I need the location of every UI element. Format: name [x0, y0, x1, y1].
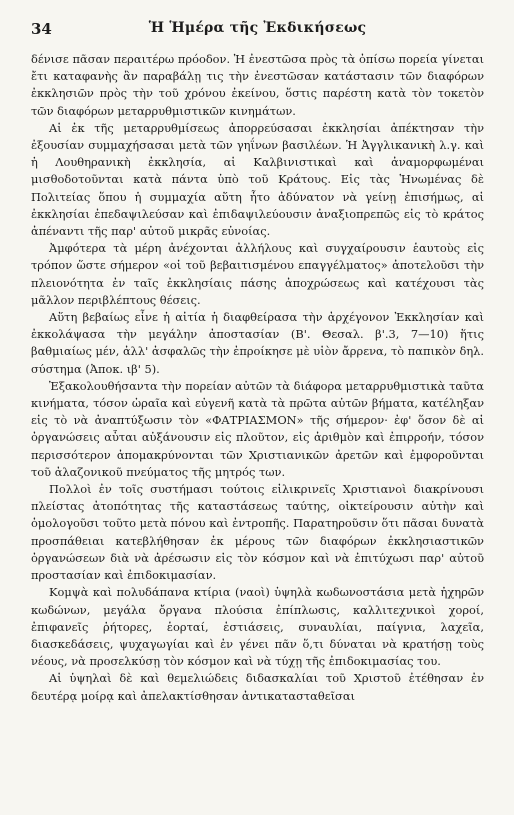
- paragraph: Ἀμφότερα τὰ μέρη ἀνέχονται ἀλλήλους καὶ συγχαίρουσιν ἑαυτοὺς εἰς τρόπον ὥστε σήμερον «οἱ τοῦ βεβαιτισμένου επαγγέλματος» ἀποτελοῦσι τὴν πλειονότητα ἐν ταῖς ἐκκλησίαις πάσης ἀποχρώσεως καὶ κατέχουσι τὰς μᾶλλον περιβλέπτους θέσεις.: [31, 241, 484, 307]
- running-title: Ἡ Ἡμέρα τῆς Ἐκδικήσεως: [148, 20, 367, 36]
- paragraph: Ἐξακολουθήσαντα τὴν πορείαν αὐτῶν τὰ διάφορα μεταρρυθμιστικὰ ταῦτα κινήματα, τόσον ὡραῖα καὶ εὐγενῆ κατὰ τὰ πρῶτα αὐτῶν βήματα, κατέληξαν εἰς τὸ νὰ ἀναπτύξωσιν τὸν «ΦΑΤΡΙΑΣΜΟΝ» τῆς σήμερον· ἐφ' ὅσον δὲ αἱ ὀργανώσεις αὗται αὐξάνουσιν εἰς πλοῦτον, εἰς ἀριθμὸν καὶ ἐπιρροήν, τόσον περισσότερον ἀπομακρύνονται τῶν Χριστιανικῶν ἀρετῶν καὶ ἐμφοροῦνται τοῦ ἀλαζονικοῦ πνεύματος τῆς μητρός των.: [31, 378, 484, 479]
- paragraph: Αἱ ἐκ τῆς μεταρρυθμίσεως ἀπορρεύσασαι ἐκκλησίαι ἀπέκτησαν τὴν ἐξουσίαν συμμαχήσασαι μετὰ τῶν γηΐνων βασιλέων. Ἡ Ἀγγλικανικὴ λ.γ. καὶ ἡ Λουθηρανικὴ ἐκκλησία, αἱ Καλβινιστικαὶ καὶ ἀναμορφωμέναι μισθοδοτοῦνται κατὰ πάντα ὑπὸ τοῦ Κράτους. Εἰς τὰς Ἡνωμένας δὲ Πολιτείας ὅπου ἡ συμμαχία αὕτη ἦτο ἀδύνατον νὰ γείνῃ ἐπισήμως, αἱ ἐκκλησίαι ἐπεδαψιλεύσαν καὶ ἐπιδαψιλεύουσιν ἀναξιοπρεπῶς εἰς τὸ κράτος ἀπέναντι τῆς παρ' αὐτοῦ μικρᾶς εὐνοίας.: [31, 120, 484, 239]
- paragraph: Αὕτη βεβαίως εἶνε ἡ αἰτία ἡ διαφθείρασα τὴν ἀρχέγονον Ἐκκλησίαν καὶ ἐκκολάψασα τὴν μεγάλην ἀποστασίαν (Β'. Θεσαλ. β'.3, 7—10) ἥτις βαθμιαίως μέν, ἀλλ' ἀσφαλῶς τὴν ἐπροίκησε μὲ υἱὸν ἄρρενα, τὸ παπικὸν δηλ. σύστημα (Ἀποκ. ιβ' 5).: [31, 310, 484, 376]
- page-header: [31, 20, 484, 42]
- paragraph: δένισε πᾶσαν περαιτέρω πρόοδον. Ἡ ἐνεστῶσα πρὸς τὰ ὀπίσω πορεία γίνεται ἔτι καταφανὴς ἂν παραβάλῃ τις τὴν ἐνεστῶσαν κατάστασιν τῶν διαφόρων ἐκκλησιῶν πρὸς τὴν τοῦ χρόνου ἐκείνου, ὅστις παρέστη κατὰ τὸν τοκετὸν τῶν διαφόρων μεταρρυθμιστικῶν κινημάτων.: [31, 52, 484, 118]
- body-text: [31, 51, 484, 705]
- paragraph: Αἱ ὑψηλαὶ δὲ καὶ θεμελιώδεις διδασκαλίαι τοῦ Χριστοῦ ἐτέθησαν ἐν δευτέρᾳ μοίρᾳ καὶ ἀπελακτίσθησαν ἀντικατασταθεῖσαι: [31, 671, 484, 703]
- paragraph: Κομψὰ καὶ πολυδάπανα κτίρια (ναοὶ) ὑψηλὰ κωδωνοστάσια μετὰ ἠχηρῶν κωδώνων, μεγάλα ὄργανα πλούσια ἐπίπλωσις, καλλιτεχνικοὶ χοροί, ἐπιφανεῖς ῥήτορες, ἑορταί, ἑστιάσεις, συναυλίαι, παίγνια, λαχεῖα, διασκεδάσεις, ψυχαγωγίαι καὶ ἐν γένει πᾶν ὅ,τι δύναται νὰ κρατήσῃ τοὺς νέους, νὰ προσελκύσῃ τὸν κόσμον καὶ νὰ τύχῃ τῆς ἐπιδοκιμασίας του.: [31, 585, 484, 669]
- paragraph: Πολλοὶ ἐν τοῖς συστήμασι τούτοις εἰλικρινεῖς Χριστιανοὶ διακρίνουσι πλείστας ἀτοπότητας τῆς καταστάσεως ταύτης, οἰκτείρουσιν αὐτὴν καὶ ὁμολογοῦσι τοῦτο μετὰ πόνου καὶ ἐντροπῆς. Παρατηροῦσιν ὅτι πᾶσαι δυνατὰ προσπάθειαι κατεβλήθησαν ἐκ μέρους τῶν διαφόρων ἐκκλησιαστικῶν ὀργανώσεων διὰ νὰ ἀρέσωσιν εἰς τὸν κόσμον καὶ νὰ ἐπιτύχωσι παρ' αὐτοῦ προστασίαν καὶ ἐπιδοκιμασίαν.: [31, 482, 484, 583]
- page-number: 34: [31, 20, 52, 38]
